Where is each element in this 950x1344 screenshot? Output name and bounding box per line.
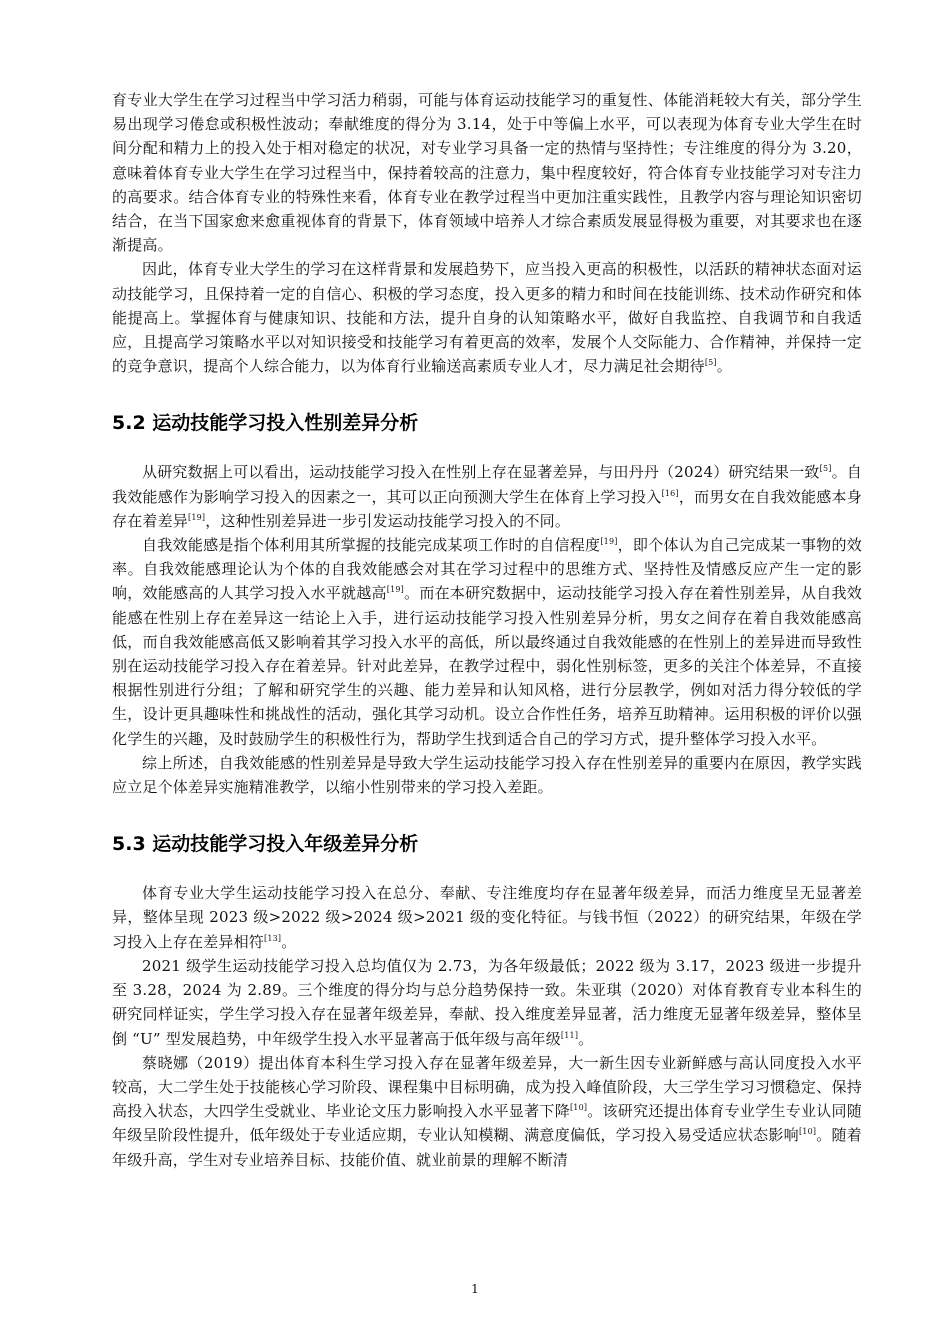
text-run: 体育专业大学生运动技能学习投入在总分、奉献、专注维度均存在显著年级差异，而活力维度呈无显著差异，整体呈现 2023 级>2022 级>2024 级>2021 级的变化特征。与钱书恒（2022）的研究结果，年级在学习投入上存在差异相符 [112,884,862,951]
citation-ref: [13] [264,933,282,943]
text-run: ，即个体认为自己完成某一事物的效率。自我效能感理论认为个体的自我效能感会对其在学习过程中的思维方式、坚持性及情感反应产生一定的影响，效能感高的人其学习投入水平就越高 [112,536,862,603]
text-run: 因此，体育专业大学生的学习在这样背景和发展趋势下，应当投入更高的积极性，以活跃的精神状态面对运动技能学习，且保持着一定的自信心、积极的学习态度，投入更多的精力和时间在技能训练、技术动作研究和体能提高上。掌握体育与健康知识、技能和方法，提升自身的认知策略水平，做好自我监控、自我调节和自我适应，且提高学习策略水平以对知识接受和技能学习有着更高的效率，发展个人交际能力、合作精神，并保持一定的竞争意识，提高个人综合能力，以为体育行业输送高素质专业人才，尽力满足社会期待 [112,260,862,376]
body-paragraph [112,1051,862,1172]
text-run: 育专业大学生在学习过程当中学习活力稍弱，可能与体育运动技能学习的重复性、体能消耗较大有关，部分学生易出现学习倦怠或积极性波动；奉献维度的得分为 3.14，处于中等偏上水平，可以表现为体育专业大学生在时间分配和精力上的投入处于相对稳定的状况，对专业学习具备一定的热情与坚持性；专注维度的得分为 3.20，意味着体育专业大学生在学习过程当中，保持着较高的注意力，集中程度较好，符合体育专业技能学习对专注力的高要求。结合体育专业的特殊性来看，体育专业在教学过程当中更加注重实践性，且教学内容与理论知识密切结合，在当下国家愈来愈重视体育的背景下，体育领域中培养人才综合素质发展显得极为重要，对其要求也在逐渐提高。 [112,91,862,255]
text-run: 2021 级学生运动技能学习投入总均值仅为 2.73，为各年级最低；2022 级为 3.17，2023 级进一步提升至 3.28，2024 为 2.89。三个维度的得分均与总分趋势保持一致。朱亚琪（2020）对体育教育专业本科生的研究同样证实，学生学习投入存在显著年级差异，奉献、投入维度差异显著，活力维度无显著年级差异，整体呈倒 “U” 型发展趋势，中年级学生投入水平显著高于低年级与高年级 [112,956,862,1048]
page-body [112,88,862,1172]
text-run: 自我效能感是指个体利用其所掌握的技能完成某项工作时的自信程度 [142,536,601,555]
body-paragraph [112,881,862,954]
citation-ref: [5] [819,464,832,474]
citation-ref: [5] [704,358,717,368]
text-run: 。该研究还提出体育专业学生专业认同随年级呈阶段性提升，低年级处于专业适应期，专业认知模糊、满意度偏低，学习投入易受适应状态影响 [112,1102,862,1145]
text-run: 。 [716,357,732,376]
text-run: ，而男女在自我效能感本身存在着差异 [112,487,862,530]
citation-ref: [11] [560,1030,579,1040]
body-paragraph [112,460,862,533]
citation-ref: [10] [798,1127,817,1137]
section-heading: 5.2 运动技能学习投入性别差异分析 [112,412,419,435]
text-run: 。 [281,932,297,951]
body-paragraph [112,88,862,257]
citation-ref: [16] [661,488,679,498]
text-run: 。随着年级升高，学生对专业培养目标、技能价值、就业前景的理解不断清 [112,1126,862,1169]
body-paragraph [112,954,862,1051]
citation-ref: [19] [600,537,618,547]
page-number: 1 [471,1282,479,1296]
text-run: 。而在本研究数据中，运动技能学习投入存在着性别差异，从自我效能感在性别上存在差异这一结论上入手，进行运动技能学习投入性别差异分析，男女之间存在着自我效能感高低，而自我效能感高低又影响着其学习投入水平的高低，所以最终通过自我效能感的在性别上的差异进而导致性别在运动技能学习投入存在着差异。针对此差异，在教学过程中，弱化性别标签，更多的关注个体差异，不直接根据性别进行分组；了解和研究学生的兴趣、能力差异和认知风格，进行分层教学，例如对活力得分较低的学生，设计更具趣味性和挑战性的活动，强化其学习动机。设立合作性任务，培养互助精神。运用积极的评价以强化学生的兴趣，及时鼓励学生的积极性行为，帮助学生找到适合自己的学习方式，提升整体学习投入水平。 [112,584,862,748]
body-paragraph [112,533,862,751]
text-run: ，这种性别差异进一步引发运动技能学习投入的不同。 [205,511,571,530]
citation-ref: [19] [386,585,405,595]
body-paragraph [112,257,862,378]
text-run: 从研究数据上可以看出，运动技能学习投入在性别上存在显著差异，与田丹丹（2024）研究结果一致 [142,463,820,482]
body-paragraph [112,751,862,799]
text-run: 综上所述，自我效能感的性别差异是导致大学生运动技能学习投入存在性别差异的重要内在原因，教学实践应立足个体差异实施精准教学，以缩小性别带来的学习投入差距。 [112,753,862,797]
text-run: 蔡晓娜（2019）提出体育本科生学习投入存在显著年级差异，大一新生因专业新鲜感与高认同度投入水平较高，大二学生处于技能核心学习阶段、课程集中目标明确，成为投入峰值阶段，大三学生学习习惯稳定、保持高投入状态，大四学生受就业、毕业论文压力影响投入水平显著下降 [112,1053,862,1121]
text-run: 。自我效能感作为影响学习投入的因素之一，其可以正向预测大学生在体育上学习投入 [112,463,862,506]
citation-ref: [19] [188,512,206,522]
section-heading: 5.3 运动技能学习投入年级差异分析 [112,833,419,856]
text-run: 。 [578,1029,594,1048]
citation-ref: [10] [569,1103,588,1113]
